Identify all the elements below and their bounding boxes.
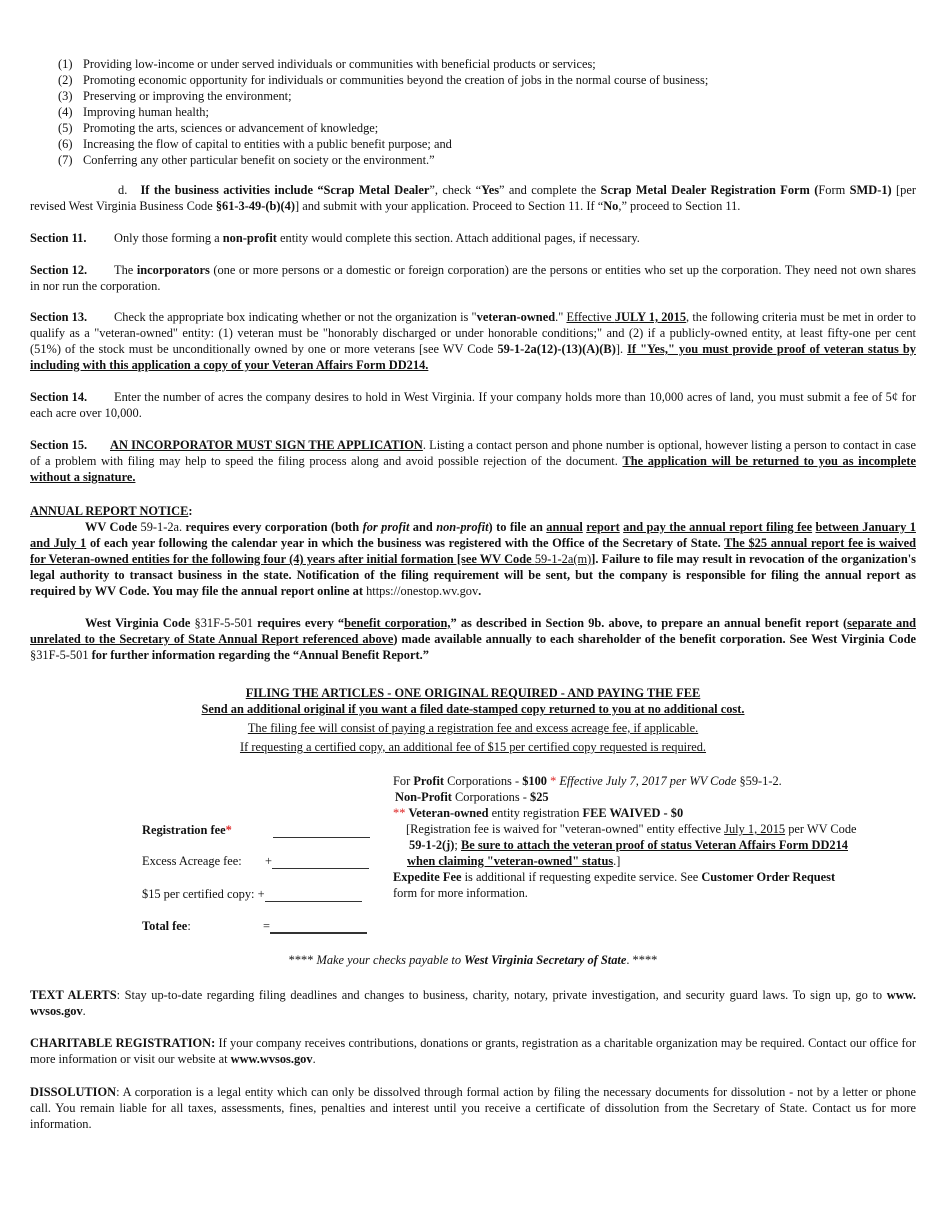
section-13: Section 13. Check the appropriate box indicating whether or not the organization is "veteran-owned." Effective JULY 1, 2015, the following criteria must be met in order to qualify as a "veteran-owned" entity: (1) veteran must be "honorably discharged or under honorable conditions;" and (2) if a publicly-owned entity, at least fifty-one per cent (51%) of the stock must be unconditionally owned by one or more veterans [see WV Code 59-1-2a(12)-(13)(A)(B)]. If "Yes," you must provide proof of veteran status by including with this application a copy of your Veteran Affairs Form DD214. [30, 310, 916, 372]
excess-acreage-field[interactable] [272, 855, 369, 869]
list-item: (1) Providing low-income or under served individuals or communities with beneficial products or services; [58, 57, 596, 71]
section-15: Section 15. AN INCORPORATOR MUST SIGN THE APPLICATION. Listing a contact person and phone number is optional, however listing a person to contact in case of a problem with filing may help to speed the filing process along and avoid possible rejection of the document. The application will be returned to you as incomplete without a signature. [30, 438, 916, 484]
excess-acreage-row: Excess Acreage fee: [142, 854, 242, 868]
filing-subheading: Send an additional original if you want a filed date-stamped copy returned to you at no additional cost. [201, 702, 745, 716]
annual-report-notice: ANNUAL REPORT NOTICE: WV Code 59-1-2a. requires every corporation (both for profit and non-profit) to file an annual report and pay the annual report filing fee between January 1 and July 1 of each year following the calendar year in which the business was registered with the Office of the Secretary of State. The $25 annual report fee is waived for Veteran-owned entities for the following four (4) years after initial formation [see WV Code 59-1-2a(m)]. Failure to file may result in revocation of the organization's legal authority to transact business in the state. Notification of the filing requirement will be sent, but the company is responsible for filing the annual report as required by WV Code. You may file the annual report online at https://onestop.wv.gov. [30, 504, 916, 598]
list-item: (3) Preserving or improving the environment; [58, 89, 292, 103]
list-item: (2) Promoting economic opportunity for individuals or communities beyond the creation of jobs in the normal course of business; [58, 73, 709, 87]
list-item: (5) Promoting the arts, sciences or advancement of knowledge; [58, 121, 379, 135]
certified-copy-field[interactable] [265, 888, 362, 902]
registration-fee-row: Registration fee* [142, 823, 232, 837]
document-page: (1) Providing low-income or under served individuals or communities with beneficial products or services; (2) Promoting economic opportunity for individuals or communities beyond the creation of jobs in the normal course of business; (3) Preserving or improving the environment; (4) Improving human health; (5) Promoting the arts, sciences or advancement of knowledge; (6) Increasing the flow of capital to entities with a public benefit purpose; and (7) Conferring any other particular benefit on society or the environment.” d. If the business activities include “Scrap Metal Dealer”, check “Yes” and complete the Scrap Metal Dealer Registration Form (Form SMD-1) [per revised West Virginia Business Code §61-3-49-(b)(4)] and submit with your application. Proceed to Section 11. If “No,” proceed to Section 11. Section 11. Only those forming a non-profit entity would complete this section. Attach additional pages, if necessary. Section 12. The incorporators (one or more persons or a domestic or foreign corporation) are the persons or entities who set up the corporation. They need not own shares in nor run the corporation. Section 13. Check the appropriate box indicating whether or not the organization is "veteran-owned." Effective JULY 1, 2015, the following criteria must be met in order to qualify as a "veteran-owned" entity: (1) veteran must be "honorably discharged or under honorable conditions;" and (2) if a publicly-owned entity, at least fifty-one per cent (51%) of the stock must be unconditionally owned by one or more veterans [see WV Code 59-1-2a(12)-(13)(A)(B)]. If "Yes," you must provide proof of veteran status by including with this application a copy of your Veteran Affairs Form DD214. Section 14. Enter the number of acres the company desires to hold in West Virginia. If your company holds more than 10,000 acres of land, you must submit a fee of 5¢ for each acre over 10,000. Section 15. AN INCORPORATOR MUST SIGN THE APPLICATION. Listing a contact person and phone number is optional, however listing a person to contact in case of a problem with filing may help to speed the filing process along and avoid possible rejection of the document. The application will be returned to you as incomplete without a signature. ANNUAL REPORT NOTICE: WV Code 59-1-2a. requires every corporation (both for profit and non-profit) to file an annual report and pay the annual report filing fee between January 1 and July 1 of each year following the calendar year in which the business was registered with the Office of the Secretary of State. The $25 annual report fee is waived for Veteran-owned entities for the following four (4) years after initial formation [see WV Code 59-1-2a(m)]. Failure to file may result in revocation of the organization's legal authority to transact business in the state. Notification of the filing requirement will be sent, but the company is responsible for filing the annual report as required by WV Code. You may file the annual report online at https://onestop.wv.gov. West Virginia Code §31F-5-501 requires every “benefit corporation,” as described in Section 9b. above, to prepare an annual benefit report (separate and unrelated to the Secretary of State Annual Report referenced above) made available annually to each shareholder of the benefit corporation. See West Virginia Code §31F-5-501 for further information regarding the “Annual Benefit Report.” FILING THE ARTICLES - ONE ORIGINAL REQUIRED - AND PAYING THE FEE Send an additional original if you want a filed date-stamped copy returned to you at no additional cost. The filing fee will consist of paying a registration fee and excess acreage fee, if applicable. If requesting a certified copy, an additional fee of $15 per certified copy requested is required. Registration fee* Excess Acreage fee: + $15 per certified copy: + Total fee: = For Profit Corporations - $100 * Effective July 7, 2017 per WV Code §59-1-2. Non-Profit Corporations - $25 ** Veteran-owned entity registration FEE WAIVED - $0 [Registration fee is waived for "veteran-owned" entity effective July 1, 2015 per WV Code 59-1-2(j); Be sure to attach the veteran proof of status Veteran Affairs Form DD214 when claiming "veteran-owned" status.] Expedite Fee is additional if requesting expedite service. See Customer Order Request form for more information. **** Make your checks payable to West Virginia Secretary of State. **** TEXT ALERTS: Stay up-to-date regarding filing deadlines and changes to business, charity, notary, private investigation, and security guard laws. To sign up, go to www. wvsos.gov. CHARITABLE REGISTRATION: If your company receives contributions, donations or grants, registration as a charitable organization may be required. Contact our office for more information or visit our website at www.wvsos.gov. DISSOLUTION: A corporation is a legal entity which can only be dissolved through formal action by filing the necessary documents for dissolution - not by a letter or phone call. You remain liable for all taxes, assessments, fines, penalties and interest until you receive a certificate of dissolution from the Secretary of State. Contact us for more information. [30, 57, 917, 1131]
section-14: Section 14. Enter the number of acres the company desires to hold in West Virginia. If your company holds more than 10,000 acres of land, you must submit a fee of 5¢ for each acre over 10,000. [30, 390, 916, 420]
list-item: (4) Improving human health; [58, 105, 209, 119]
dissolution: DISSOLUTION: A corporation is a legal entity which can only be dissolved through formal action by filing the necessary documents for dissolution - not by a letter or phone call. You remain liable for all taxes, assessments, fines, penalties and interest until you receive a certificate of dissolution from the Secretary of State. Contact us for more information. [30, 1085, 916, 1131]
certified-copy-note: If requesting a certified copy, an additional fee of $15 per certified copy requested is required. [239, 740, 707, 754]
total-fee-field[interactable] [270, 919, 367, 934]
total-fee-row: Total fee: [142, 919, 191, 933]
checks-payable-note: **** Make your checks payable to West Virginia Secretary of State. **** [288, 953, 658, 967]
list-item: (7) Conferring any other particular benefit on society or the environment.” [58, 153, 435, 167]
charitable-registration: CHARITABLE REGISTRATION: If your company receives contributions, donations or grants, registration as a charitable organization may be required. Contact our office for more information or visit our website at www.wvsos.gov. [30, 1036, 916, 1066]
wvsos-link[interactable]: www. wvsos.gov [30, 988, 917, 1018]
fee-information: For Profit Corporations - $100 * Effective July 7, 2017 per WV Code §59-1-2. Non-Profit Corporations - $25 ** Veteran-owned entity registration FEE WAIVED - $0 [Registration fee is waived for "veteran-owned" entity effective July 1, 2015 per WV Code 59-1-2(j); Be sure to attach the veteran proof of status Veteran Affairs Form DD214 when claiming "veteran-owned" status.] Expedite Fee is additional if requesting expedite service. See Customer Order Request form for more information. [393, 774, 857, 900]
paragraph-d: d. If the business activities include “Scrap Metal Dealer”, check “Yes” and complete the Scrap Metal Dealer Registration Form (Form SMD-1) [per revised West Virginia Business Code §61-3-49-(b)(4)] and submit with your application. Proceed to Section 11. If “No,” proceed to Section 11. [30, 183, 916, 213]
section-12: Section 12. The incorporators (one or more persons or a domestic or foreign corporation) are the persons or entities who set up the corporation. They need not own shares in nor run the corporation. [30, 263, 916, 293]
wvsos-website-link[interactable]: www.wvsos.gov [230, 1052, 313, 1066]
registration-fee-field[interactable] [273, 824, 370, 838]
filing-fee-note: The filing fee will consist of paying a registration fee and excess acreage fee, if applicable. [247, 721, 699, 735]
list-item: (6) Increasing the flow of capital to entities with a public benefit purpose; and [58, 137, 452, 151]
section-11: Section 11. Only those forming a non-profit entity would complete this section. Attach additional pages, if necessary. [30, 231, 640, 245]
text-alerts: TEXT ALERTS: Stay up-to-date regarding filing deadlines and changes to business, charity, notary, private investigation, and security guard laws. To sign up, go to www. wvsos.gov. [30, 988, 917, 1018]
benefit-list [58, 56, 708, 168]
certified-copy-row: $15 per certified copy: + [142, 886, 362, 902]
benefit-report-paragraph: West Virginia Code §31F-5-501 requires every “benefit corporation,” as described in Section 9b. above, to prepare an annual benefit report (separate and unrelated to the Secretary of State Annual Report referenced above) made available annually to each shareholder of the benefit corporation. See West Virginia Code §31F-5-501 for further information regarding the “Annual Benefit Report.” [30, 616, 917, 662]
filing-heading: FILING THE ARTICLES - ONE ORIGINAL REQUIRED - AND PAYING THE FEE [245, 686, 701, 700]
